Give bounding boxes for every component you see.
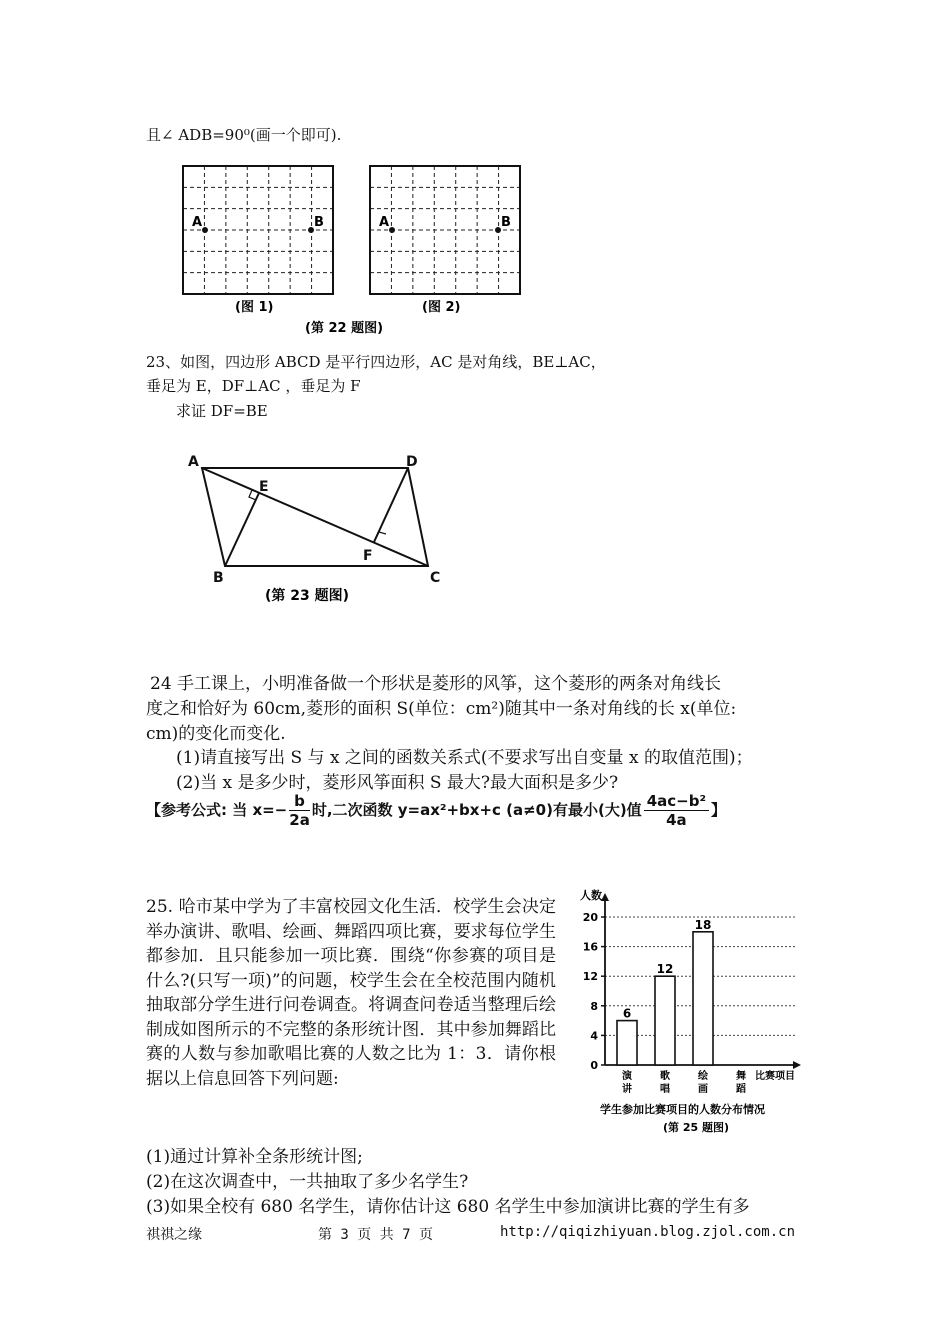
label-d: D (406, 454, 418, 470)
formula-den-2: 4a (666, 811, 687, 829)
x-category-label: 舞 (736, 1071, 746, 1082)
q24-line-2: 度之和恰好为 60cm,菱形的面积 S(单位：cm²)随其中一条对角线的长 x(单位: (146, 699, 737, 719)
bar-value-label: 18 (694, 917, 712, 932)
q23-figure-caption: (第 23 题图) (265, 588, 350, 604)
y-tick-label: 20 (582, 911, 598, 924)
bar-演讲 (617, 1021, 637, 1065)
formula-fraction-2 (644, 792, 709, 829)
q24-line-1: 24 手工课上，小明准备做一个形状是菱形的风筝，这个菱形的两条对角线长 (150, 674, 722, 694)
x-category-label: 蹈 (736, 1084, 746, 1095)
x-category-label: 唱 (660, 1084, 670, 1095)
q23-line-2: 垂足为 E，DF⊥AC ，垂足为 F (146, 377, 361, 395)
segment-be (225, 493, 259, 566)
grid-1-label-b: B (314, 215, 324, 230)
formula-close: 】 (711, 801, 727, 819)
q25-sub-3: (3)如果全校有 680 名学生，请你估计这 680 名学生中参加演讲比赛的学生有多 (146, 1197, 750, 1217)
grid-2-point-a (389, 227, 395, 233)
q24-reference-formula (146, 792, 806, 840)
diagonal-ac (202, 468, 428, 566)
q25-bar-chart (560, 885, 820, 1140)
q24-sub-1: (1)请直接写出 S 与 x 之间的函数关系式(不要求写出自变量 x 的取值范围)； (176, 748, 753, 768)
q24-line-3: cm)的变化而变化. (146, 724, 286, 744)
y-tick-label: 16 (582, 940, 598, 954)
formula-num-1: b (289, 792, 310, 811)
grid-2-label-b: B (501, 215, 511, 230)
x-category-label: 演 (622, 1071, 632, 1082)
grid-figure-2 (370, 166, 520, 315)
q25-sub-2: (2)在这次调查中，一共抽取了多少名学生? (146, 1172, 469, 1192)
grid-1-label-a: A (192, 215, 203, 230)
q24-sub-2: (2)当 x 是多少时，菱形风筝面积 S 最大?最大面积是多少? (176, 773, 619, 793)
segment-df (374, 468, 408, 542)
chart-figure-caption: (第 25 题图) (663, 1121, 730, 1134)
chart-bars (617, 918, 713, 1065)
x-category-label: 歌 (660, 1071, 670, 1082)
q23-line-1: 23、如图，四边形 ABCD 是平行四边形，AC 是对角线，BE⊥AC， (146, 353, 606, 371)
x-category-label: 讲 (622, 1084, 632, 1095)
label-a: A (188, 454, 199, 470)
label-e: E (259, 479, 269, 495)
q22-grids-figure (165, 160, 545, 345)
chart-ylabel: 人数 (580, 889, 602, 902)
formula-open: 【参考公式: 当 x=− (146, 801, 288, 819)
formula-den-1: 2a (289, 811, 310, 829)
bar-value-label: 12 (656, 962, 674, 977)
y-tick-label: 0 (590, 1059, 598, 1072)
x-category-label: 画 (698, 1084, 708, 1095)
y-tick-label: 4 (590, 1029, 598, 1043)
footer-url[interactable]: http://qiqizhiyuan.blog.zjol.com.cn (500, 1224, 796, 1240)
q25-paragraph: 25. 哈市某中学为了丰富校园文化生活．校学生会决定举办演讲、歌唱、绘画、舞蹈四项比赛，要求每位学生都参加．且只能参加一项比赛．围绕“你参赛的项目是什么?(只写一项)”的问题，校学生会在全校范围内随机抽取部分学生进行问卷调查。将调查问卷适当整理后绘制成如图所示的不完整的条形统计图．其中参加舞蹈比赛的人数与参加歌唱比赛的人数之比为 1：3．请你根据以上信息回答下列问题: (146, 897, 556, 1089)
q23-line-3: 求证 DF=BE (176, 402, 268, 420)
bar-value-label: 6 (622, 1006, 632, 1021)
x-category-label: 绘 (698, 1071, 708, 1082)
bar-歌唱 (655, 976, 675, 1065)
x-axis-arrow (793, 1061, 801, 1069)
grid-figure-1 (183, 166, 333, 315)
grid-2-label-a: A (379, 215, 390, 230)
q23-parallelogram-figure (180, 448, 460, 608)
y-tick-label: 8 (590, 999, 598, 1013)
bar-绘画 (693, 932, 713, 1065)
footer-page: 第 3 页 共 7 页 (318, 1227, 434, 1243)
y-tick-label: 12 (582, 970, 598, 984)
q22-tail-text: 且∠ ADB=90⁰(画一个即可). (146, 126, 342, 144)
label-b: B (213, 570, 224, 586)
grid-1-point-a (202, 227, 208, 233)
q25-sub-1: (1)通过计算补全条形统计图; (146, 1147, 363, 1167)
footer-left: 祺祺之缘 (146, 1227, 202, 1243)
formula-mid: 时,二次函数 y=ax²+bx+c (a≠0)有最小(大)值 (311, 801, 642, 819)
formula-fraction-1 (289, 792, 310, 829)
grid-1-caption: (图 1) (235, 300, 274, 315)
grid-2-caption: (图 2) (422, 300, 461, 315)
chart-title: 学生参加比赛项目的人数分布情况 (600, 1103, 765, 1116)
chart-xlabel: 比赛项目 (755, 1071, 795, 1082)
label-f: F (363, 548, 373, 564)
q22-figure-caption: (第 22 题图) (305, 321, 384, 336)
y-axis-arrow (601, 893, 609, 901)
formula-num-2: 4ac−b² (644, 792, 709, 811)
label-c: C (430, 570, 441, 586)
